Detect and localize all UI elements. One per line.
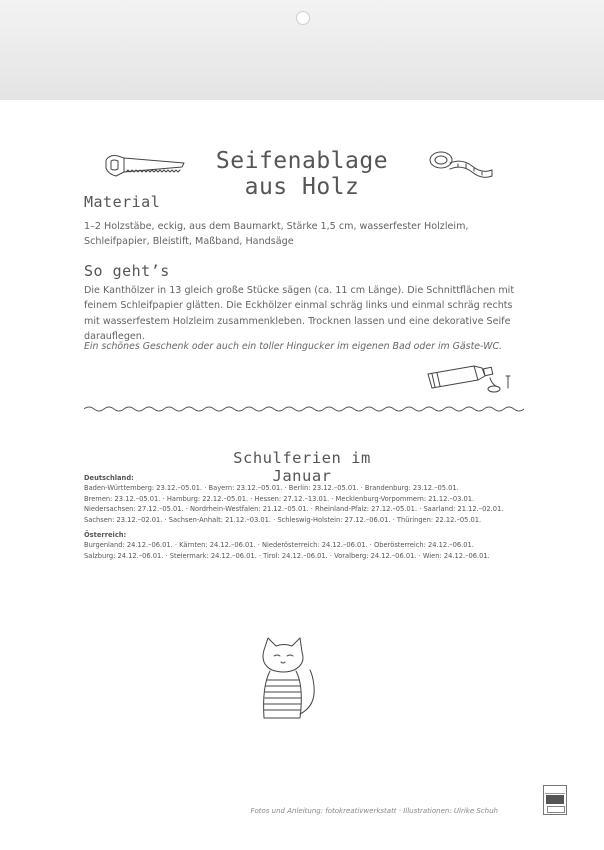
germany-heading: Deutschland: — [84, 474, 134, 482]
howto-heading: So geht’s — [84, 262, 170, 280]
page-title: Seifenablage aus Holz — [215, 148, 389, 200]
glue-tube-icon — [424, 362, 522, 396]
material-heading: Material — [84, 193, 161, 211]
recipe-note: Ein schönes Geschenk oder auch ein toller Hingucker im eigenen Bad oder im Gäste-WC. — [84, 341, 503, 352]
cat-illustration — [254, 636, 324, 726]
holiday-row: Bremen: 23.12.–05.01. · Hamburg: 22.12.–05.01. · Hessen: 27.12.–13.01. · Mecklenburg-Vorpommern: 21.12.–03.01. — [84, 494, 475, 503]
measuring-tape-icon — [428, 148, 494, 186]
holiday-row: Niedersachsen: 27.12.–05.01. · Nordrhein-Westfalen: 21.12.–05.01. · Rheinland-Pfalz: 27.12.–05.01. · Saarland: 21.12.–02.01. — [84, 505, 504, 514]
calendar-header-band — [0, 0, 604, 101]
holiday-row: Salzburg: 24.12.–06.01. · Steiermark: 24.12.–06.01. · Tirol: 24.12.–06.01. · Voralberg: 24.12.–06.01. · Wien: 24.12.–06.01. — [84, 551, 490, 560]
holiday-row: Baden-Württemberg: 23.12.–05.01. · Bayern: 23.12.–05.01. · Berlin: 23.12.–05.01. · Brandenburg: 23.12.–05.01. — [84, 484, 459, 493]
holiday-row: Burgenland: 24.12.–06.01. · Kärnten: 24.12.–06.01. · Niederösterreich: 24.12.–06.01. · Oberösterreich: 24.12.–06.01. — [84, 541, 474, 550]
holiday-row: Sachsen: 23.12.–02.01. · Sachsen-Anhalt: 21.12.–03.01. · Schleswig-Holstein: 27.12.–06.01. · Thüringen: 22.12.–05.01. — [84, 515, 482, 524]
germany-holidays — [84, 473, 554, 525]
howto-text: Die Kanthölzer in 13 gleich große Stücke sägen (ca. 11 cm Länge). Die Schnittflächen mit feinem Schleifpapier glätten. Die Eckhölzer einmal schräg links und einmal schräg rechts mit wasserfestem Holzleim zusammenkleben. Trocknen lassen und eine dekorative Seife darauflegen. — [84, 285, 515, 343]
austria-holidays — [84, 530, 554, 561]
credits: Fotos und Anleitung: fotokreativwerkstatt · Illustrationen: Ulrike Schuh — [250, 807, 498, 815]
wavy-divider — [84, 404, 524, 414]
hand-saw-icon — [104, 150, 186, 180]
logo-subtext — [547, 806, 565, 813]
logo-wordmark — [546, 795, 564, 804]
school-holidays-title: Schulferien im Januar — [233, 449, 371, 485]
publisher-logo — [543, 785, 567, 815]
austria-heading: Österreich: — [84, 531, 127, 539]
hanging-hole — [296, 11, 310, 25]
material-text: 1–2 Holzstäbe, eckig, aus dem Baumarkt, Stärke 1,5 cm, wasserfester Holzleim, Schleifpapier, Bleistift, Maßband, Handsäge — [84, 221, 469, 248]
logo-code — [545, 787, 565, 794]
